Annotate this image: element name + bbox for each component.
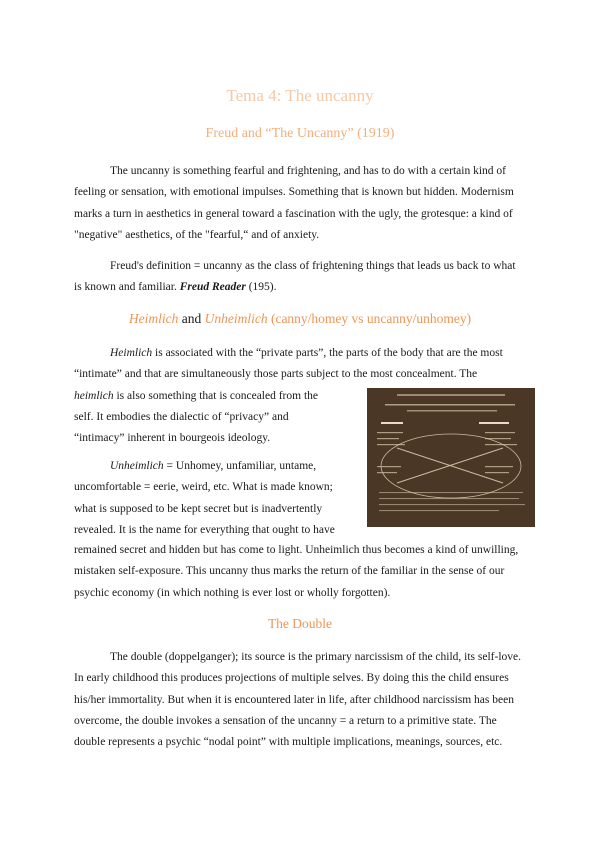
paragraph-text: The double (doppelganger); its source is the primary narcissism of the child, its self-love. In early childhood this produces projections of multiple selves. By doing this the child ensures his/her immortality. But when it is encountered later in life, after childhood narcissism has been overcome, the double invokes a sensation of the uncanny = a return to a primitive state. The double represents a psychic “nodal point” with multiple implications, meanings, sources, etc. [74, 651, 522, 749]
heading-conjunction: and [181, 311, 202, 326]
heading-term-unheimlich: Unheimlich [204, 311, 268, 326]
source-page: (195). [248, 281, 277, 294]
term-heimlich: Heimlich [110, 347, 153, 359]
paragraph-text: is associated with the “private parts”, the parts of the body that are the most “intimate” and that are simultaneously those parts subject to the most concealment. The [74, 347, 503, 381]
paragraph-unheimlich-continued [74, 540, 526, 604]
paragraph-text: Freud's definition = uncanny as the class of frightening things that leads us back to what is known and familiar. [74, 260, 516, 294]
paragraph-text: = Unhomey, unfamiliar, untame, uncomfortable = eerie, weird, etc. What is made known; what is supposed to be kept secret but is inadvertently revealed. It is the name for everything that ought to have [74, 460, 335, 536]
source-title: Freud Reader [179, 281, 246, 294]
paragraph-the-double [74, 647, 526, 753]
diagram-image [367, 388, 535, 527]
paragraph-freud-definition [74, 256, 526, 299]
term-heimlich-2: heimlich [74, 389, 114, 402]
section-subtitle: Freud and “The Uncanny” (1919) [205, 126, 395, 141]
paragraph-text: is also something that is concealed from the self. It embodies the dialectic of “privacy” and “intimacy” inherent in bourgeois ideology. [74, 389, 319, 445]
diagram-graphic [367, 388, 535, 527]
heading-the-double: The Double [267, 616, 333, 631]
paragraph-unheimlich [74, 456, 340, 541]
heading-term-heimlich: Heimlich [128, 311, 179, 326]
document-title: Tema 4: The uncanny [226, 86, 374, 105]
paragraph-text: The uncanny is something fearful and frightening, and has to do with a certain kind of feeling or sensation, with emotional impulses. Something that is known but hidden. Modernism marks a turn in aesthetics in general toward a fascination with the ugly, the grotesque: a kind of "negative" aesthetics, of the "fearful,“ and of anxiety. [74, 165, 514, 241]
paragraph-text: remained secret and hidden but has come to light. Unheimlich thus becomes a kind of unwilling, mistaken self-exposure. This uncanny thus marks the return of the familiar in the sense of our psychic economy (in which nothing is ever lost or wholly forgotten). [74, 544, 519, 599]
term-unheimlich: Unheimlich [110, 460, 164, 472]
paragraph-uncanny-intro [74, 161, 526, 246]
heading-heimlich-unheimlich [0, 311, 600, 327]
heading-gloss: (canny/homey vs uncanny/unhomey) [270, 311, 472, 326]
